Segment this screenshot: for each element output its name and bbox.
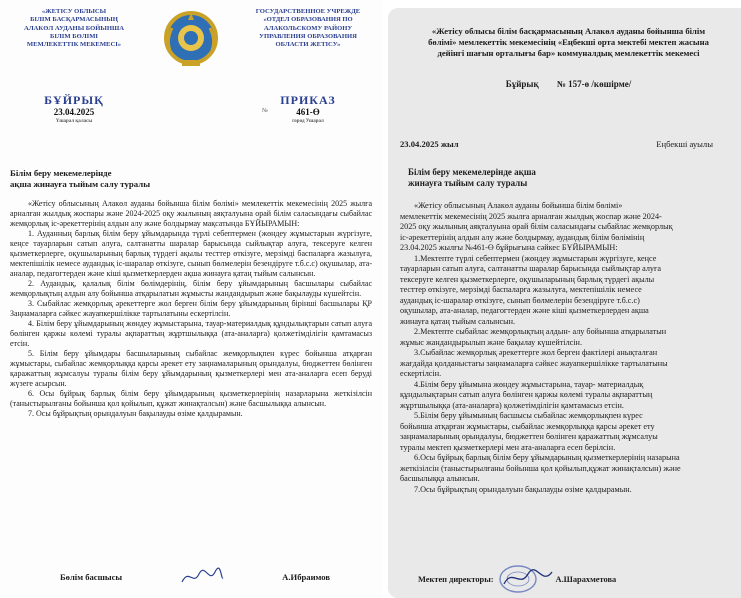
text-line: 4.Білім беру ұйымына жөндеу жұмыстарына, тауар- материалдық <box>414 379 644 389</box>
order-city-ru: город Ушарал <box>292 119 324 124</box>
text-line: жұмыс жандандырылып және бақылау күшейтілсін. <box>400 337 582 347</box>
letterhead-line: БІЛІМ БӨЛІМІ <box>49 32 99 40</box>
seal-stamp-icon <box>496 564 554 594</box>
text-line: 2025 оқу жылының аяқталуына орай білім саласындағы сыбайлас жемқорлық <box>400 222 673 231</box>
paragraph: 5. Білім беру ұйымдары басшыларының сыбайлас жемқорлықпен күрес бойынша атқарған жұмыстары, сыбайлас жемқорлыққа қарсы әрекет ету заңнамаларының орындалуы, бюджеттен бөлінген қаражаттың жұмсалуы туралы білім беру ұйымдарының қызметкерлері мен ата-аналарға есеп беруді жүзеге асырсын. <box>10 349 372 388</box>
letterhead-line: АЛАКӨЛ АУДАНЫ БОЙЫНША <box>24 24 124 32</box>
letterhead-line: ГОСУДАРСТВЕННОЕ УЧРЕЖДЕ <box>255 8 361 15</box>
order-city-kz: Үшарал қаласы <box>55 119 93 124</box>
handwritten-signature-icon <box>179 566 225 588</box>
text-line: ескертілсін. <box>400 369 442 378</box>
header-line: дейінгі шағын орталығы бар» коммуналдық мемлекеттік мекемесі <box>437 48 700 58</box>
paragraph: «Жетісу облысының Алакөл ауданы бойынша білім бөлімі» мемлекеттік мекемесінің 2025 жылға арналған жылдық жоспары және 2024-2025 оқу жылының аяқталуына орай білім саласындағы сыбайлас жемқорлық іс-әрекеттерінің алдын алу және болдырмау мақсатында БҰЙЫРАМЫН: <box>10 199 372 228</box>
text-line: 2.Мектепте сыбайлас жемқорлықтың алдын- алу бойынша атқарылатын <box>414 327 667 336</box>
paragraph: 4. Білім беру ұйымдарының жөндеу жұмыстарына, тауар-материалдық құндылықтарын сатып алуға бөлінген қаржы көлемі туралы ақпараттың жұртшылыққа (ата-аналарға) қолжетімділігін қамтамасыз етсін. <box>10 319 372 348</box>
order-header <box>400 79 737 89</box>
signature-block <box>60 566 330 588</box>
paragraph: 7. Осы бұйрықтың орындалуын бақылауды өзіме қалдырамын. <box>28 409 243 418</box>
letterhead-line: БІЛІМ БАСҚАРМАСЫНЫҢ <box>30 16 118 24</box>
document-title <box>10 168 372 189</box>
paragraph: 6. Осы бұйрық барлық білім беру ұйымдарының қызметкерлерінің назарларына жеткізілсін (таныстырылғаны бойынша қол қойылып, құжат жинақталсын) және басшылыққа алынсын. <box>10 389 372 408</box>
order-number: 461-Ө <box>296 107 320 117</box>
letterhead <box>10 8 372 80</box>
signatory-name: А.Шарахметова <box>555 574 617 584</box>
text-line: 7.Осы бұйрықтың орындалуын бақылауды өзіме қалдырамын. <box>414 484 632 494</box>
text-line: жеткізілсін (таныстырылғаны бойынша қол қойылып,құжат жинақталсын) және <box>400 463 681 473</box>
header-line: «Жетісу облысы білім басқармасының Алакөл ауданы бойынша білім <box>431 26 706 36</box>
text-line: 1.Мектепте түрлі себептермен (жөндеу жұмыстарын жүргізуге, кеңсе <box>414 253 657 263</box>
paragraph: 2. Аудандық, қалалық білім бөлімдерінің, білім беру ұйымдарының басшылары сыбайлас жемқорлықтың алдын алу бойынша атқарылатын жұмысты жандандырып және бақылауды күшейтсін. <box>10 279 372 298</box>
title-line: жинауға тыйым салу туралы <box>408 178 528 188</box>
text-line: жағдайда қолданыстағы заңнамаларға сәйкес жауапкершілікке тартылатыны <box>400 358 668 368</box>
header-line: бөлімі» мемлекеттік мекемесінің «Еңбекші орта мектебі мектеп жасына <box>428 37 709 47</box>
school-order-copy-document <box>388 8 741 598</box>
text-line: бойынша атқарған жұмыстары, сыбайлас жемқорлыққа қарсы әрекет ету <box>400 421 655 431</box>
letterhead-line: МЕМЛЕКЕТТІК МЕКЕМЕСІ» <box>26 41 122 49</box>
text-line: заңнамаларының орындалуы, бюджеттен бөлінген қаражаттың жұмсалуы <box>400 432 658 441</box>
title-line: Білім беру мекемелерінде <box>10 168 112 178</box>
letterhead-line: «ЖЕТІСУ ОБЛЫСЫ <box>41 8 107 15</box>
state-emblem-icon <box>164 10 218 68</box>
text-line: тексеруге келген қызметкерлерге, оқушыларының барлық түрдегі ақылы <box>400 274 655 284</box>
signature-block <box>418 564 616 594</box>
text-line: 6.Осы бұйрық барлық білім беру ұйымдарының қызметкерлерінің назарына <box>414 453 680 462</box>
letterhead-kazakh <box>10 8 138 49</box>
text-line: тауарларын сатып алуға, салтанатты шаралар барысында сыйлықтар алуға <box>400 264 661 273</box>
paragraph: 1. Ауданның барлық білім беру ұйымдарында түрлі себептермен (жөндеу жұмыстарын жүргізуге, кеңсе тауарларын сатып алуға, салтанатты шаралар барысында сыйлықтар алуға, тексеруге келген қызметкерлерге, оқушыларының барлық түрдегі ақылы тесттер өткізуге, мерзімді баспаларға жазылуға, мектепішілік немесе аудандық іс-шаралар өткізуге, сынып бөлмелерін безендіруге т.б.с.с) оқушылар, ата-аналар, педагогтерден және кіші қызметкерлерден ақша жинауға қатаң тыйым салынсын. <box>10 229 372 278</box>
order-date: 23.04.2025 жыл <box>400 139 459 149</box>
text-line: 5.Білім беру ұйымының басшысы сыбайлас жемқорлықпен күрес <box>414 411 643 420</box>
text-line: құндылықтарын сатып алуға бөлінген қаржы көлемі туралы ақпараттың <box>400 390 653 399</box>
document-title <box>400 167 737 189</box>
text-line: 3.Сыбайлас жемқорлық әрекеттерге жол берген фактілері анықталған <box>414 348 658 357</box>
signatory-title: Бөлім басшысы <box>60 572 123 582</box>
order-number: № 157-ө /көшірме/ <box>556 79 632 89</box>
text-line: оқушылар, ата-аналар, педагогтерден және кіші қызметкерлерден ақша <box>400 306 649 315</box>
document-body <box>10 199 372 419</box>
text-line: мемлекеттік мекемесінің 2025 жылға арналған жылдық жоспар және 2024- <box>400 211 662 221</box>
text-line: «Жетісу облысының Алакөл ауданы бойынша білім бөлімі» <box>414 201 623 210</box>
document-body <box>400 201 737 495</box>
title-line: ақша жинауға тыйым салу туралы <box>10 178 151 189</box>
paragraph: 3. Сыбайлас жемқорлық әрекеттерге жол берген білім беру ұйымдарының бірінші басшылары ҚР Заңнамаларға сәйкес жауапкершілікке тартылатыны ескертілсін. <box>10 299 372 318</box>
date-place-row <box>400 139 737 149</box>
title-line: Білім беру мекемелерінде ақша <box>408 167 536 177</box>
signatory-title: Мектеп директоры: <box>418 574 494 584</box>
signatory-name: А.Ибраимов <box>282 572 330 582</box>
order-title-ru: ПРИКАЗ <box>280 93 336 107</box>
letterhead-line: УПРАВЛЕНИЯ ОБРАЗОВАНИЯ <box>259 32 357 40</box>
order-header <box>10 94 372 124</box>
text-line: жинауға қатаң тыйым салынсын. <box>400 316 516 326</box>
number-sign: № <box>262 108 268 114</box>
text-line: 23.04.2025 жылғы №461-Ө бұйрығына сәйкес БҰЙЫРАМЫН: <box>400 243 618 252</box>
text-line: аудандық іс-шаралар өткізуге, сынып бөлмелерін безендіруге т.б.с.с) <box>400 295 640 305</box>
order-title-kz: БҰЙРЫҚ <box>44 93 104 107</box>
order-block-kz <box>10 94 138 124</box>
letterhead-russian <box>244 8 372 49</box>
institution-header <box>400 26 737 59</box>
text-line: туралы мектеп қызметкерлері мен ата-аналарға есеп берілсін. <box>400 442 616 452</box>
text-line: жұртшылыққа (ата-аналарға) қолжетімділігін қамтамасыз етсін. <box>400 400 624 410</box>
order-place: Еңбекші ауылы <box>656 139 713 149</box>
text-line: іс-әрекеттерінің алдын алу және болдырмау, аудандық білім бөлімінің <box>400 232 645 242</box>
letterhead-line: ОБЛАСТИ ЖЕТІСУ» <box>275 41 341 49</box>
letterhead-line: «ОТДЕЛ ОБРАЗОВАНИЯ ПО <box>263 16 353 24</box>
text-line: тесттер өткізуге, мерзімді баспаларға жазылуға, мектепішілік немесе <box>400 285 642 294</box>
letterhead-line: АЛАКОЛЬСКОМУ РАЙОНУ <box>263 24 353 32</box>
text-line: басшылыққа алынсын. <box>400 474 480 483</box>
order-label: Бұйрық <box>505 79 539 89</box>
order-date: 23.04.2025 <box>53 107 95 117</box>
